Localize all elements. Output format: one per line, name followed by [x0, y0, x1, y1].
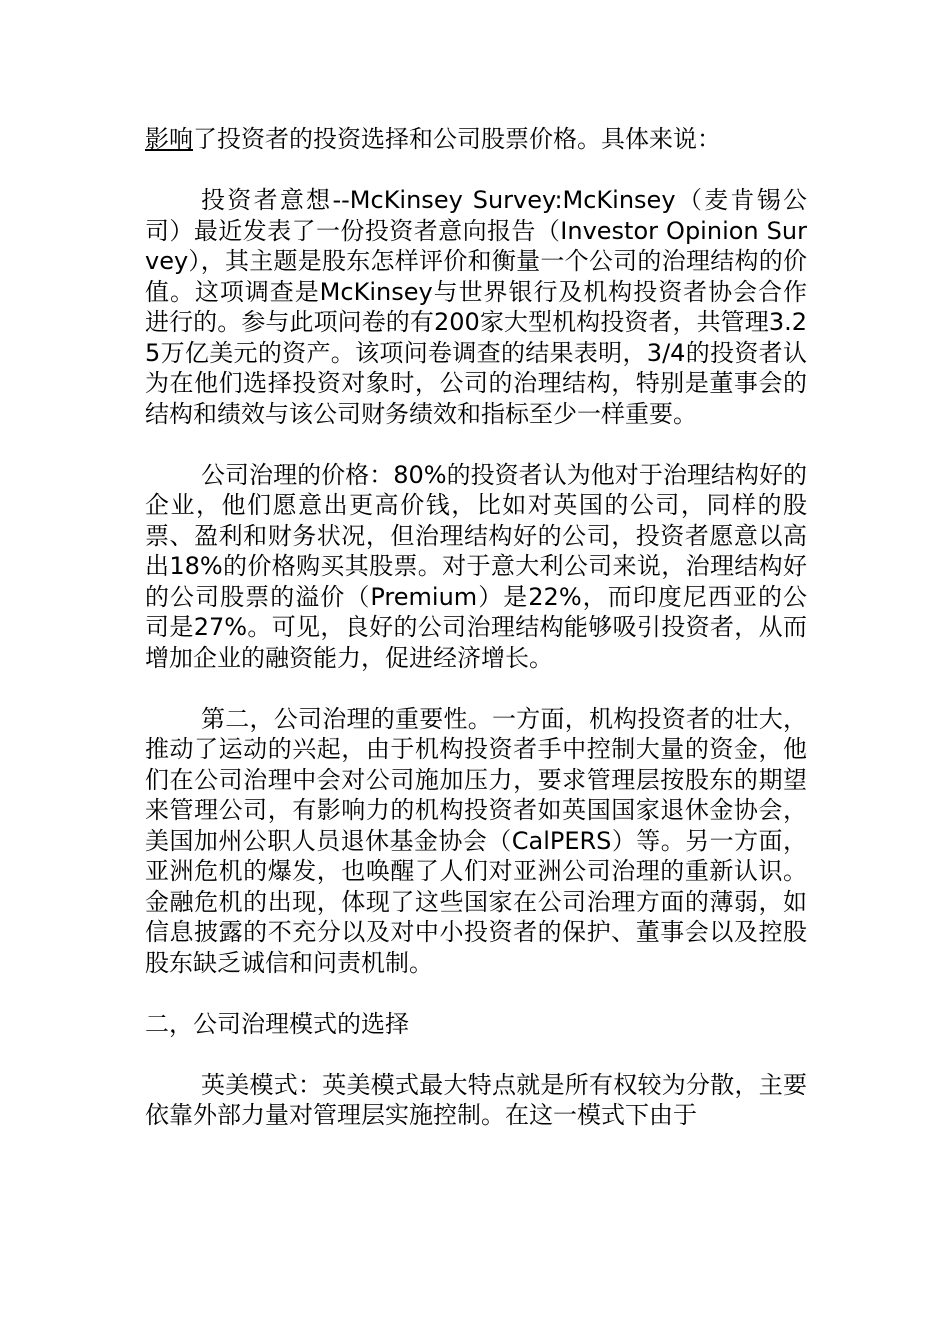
paragraph-governance-price: 公司治理的价格：80%的投资者认为他对于治理结构好的企业，他们愿意出更高价钱，比如对英国的公司，同样的股票、盈利和财务状况，但治理结构好的公司，投资者愿意以高出18%的价格购买其股票。对于意大利公司来说，治理结构好的公司股票的溢价（Premium）是22%，而印度尼西亚的公司是27%。可见，良好的公司治理结构能够吸引投资者，从而增加企业的融资能力，促进经济增长。 — [145, 460, 807, 672]
underlined-lead-text: 影响 — [145, 125, 193, 153]
intro-rest-text: 了投资者的投资选择和公司股票价格。具体来说： — [193, 125, 721, 153]
section-heading: 二，公司治理模式的选择 — [145, 1009, 409, 1038]
paragraph-investor-survey: 投资者意想--McKinsey Survey:McKinsey（麦肯锡公司）最近发表了一份投资者意向报告（Investor Opinion Survey），其主题是股东怎样评价和衡量一个公司的治理结构的价值。这项调查是McKinsey与世界银行及机构投资者协会合作进行的。参与此项问卷的有200家大型机构投资者，共管理3.25万亿美元的资产。该项问卷调查的结果表明，3/4的投资者认为在他们选择投资对象时，公司的治理结构，特别是董事会的结构和绩效与该公司财务绩效和指标至少一样重要。 — [145, 186, 807, 428]
intro-paragraph — [145, 124, 807, 155]
paragraph-governance-importance: 第二，公司治理的重要性。一方面，机构投资者的壮大，推动了运动的兴起，由于机构投资者手中控制大量的资金，他们在公司治理中会对公司施加压力，要求管理层按股东的期望来管理公司，有影响力的机构投资者如英国国家退休金协会，美国加州公职人员退休基金协会（CalPERS）等。另一方面，亚洲危机的爆发，也唤醒了人们对亚洲公司治理的重新认识。金融危机的出现，体现了这些国家在公司治理方面的薄弱，如信息披露的不充分以及对中小投资者的保护、董事会以及控股股东缺乏诚信和问责机制。 — [145, 704, 807, 977]
paragraph-anglo-american-model: 英美模式：英美模式最大特点就是所有权较为分散，主要依靠外部力量对管理层实施控制。在这一模式下由于 — [145, 1070, 807, 1129]
document-page — [145, 124, 807, 1161]
